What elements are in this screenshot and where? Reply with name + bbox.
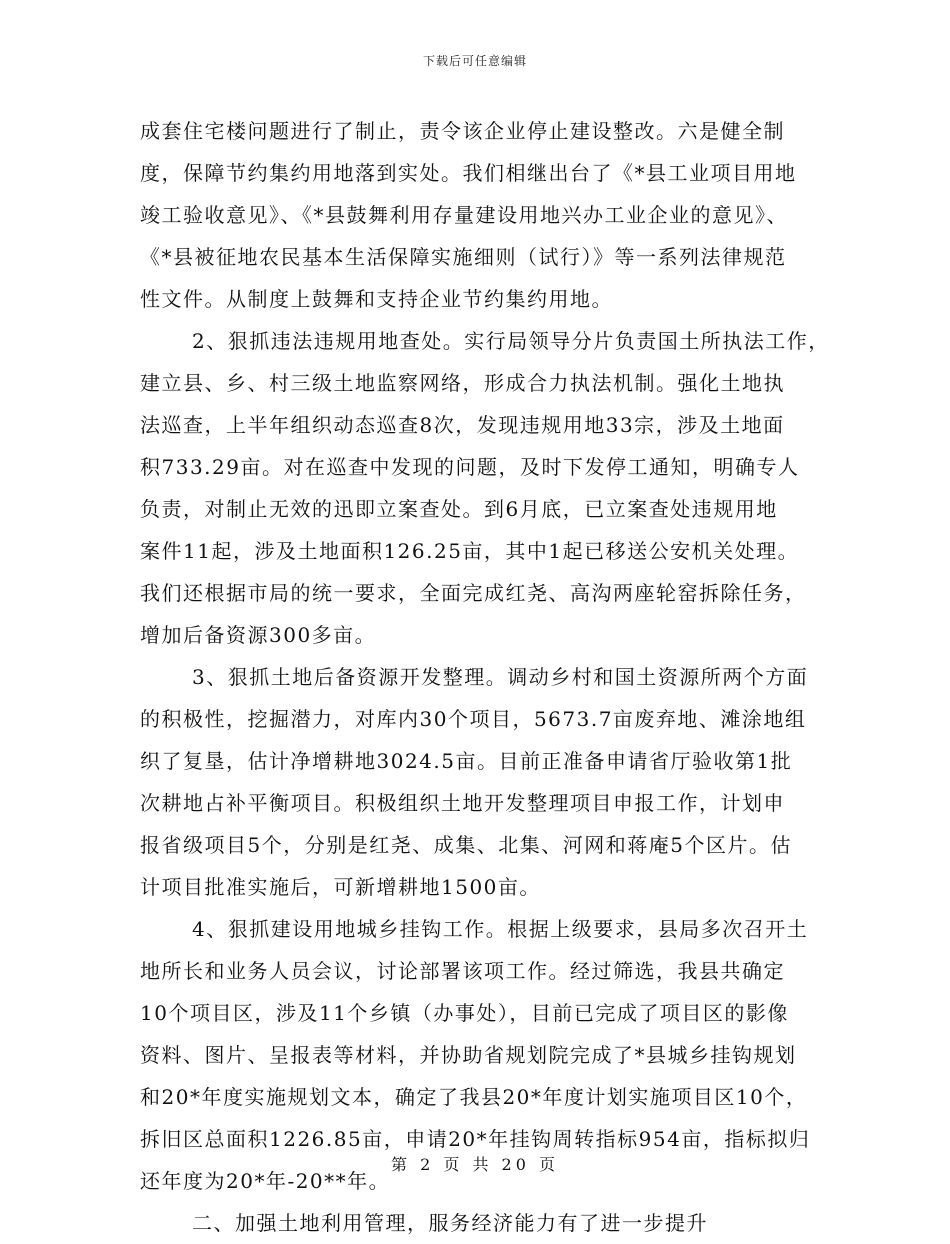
text-line: 计项目批准实施后，可新增耕地1500亩。 <box>140 875 541 899</box>
text-line: 的积极性，挖掘潜力，对库内30个项目，5673.7亩废弃地、滩涂地组 <box>140 707 807 731</box>
text-line: 次耕地占补平衡项目。积极组织土地开发整理项目申报工作，计划申 <box>140 791 785 815</box>
section-heading: 二、加强土地利用管理，服务经济能力有了进一步提升 <box>192 1211 708 1235</box>
text-line: 报省级项目5个，分别是红尧、成集、北集、河网和蒋庵5个区片。估 <box>140 833 792 857</box>
text-line: 地所长和业务人员会议，讨论部署该项工作。经过筛选，我县共确定 <box>140 959 785 983</box>
text-line: 案件11起，涉及土地面积126.25亩，其中1起已移送公安机关处理。 <box>140 539 800 563</box>
paragraph-start: 3、狠抓土地后备资源开发整理。调动乡村和国土资源所两个方面 <box>192 665 809 689</box>
text-line: 增加后备资源300多亩。 <box>140 623 377 647</box>
text-line: 资料、图片、呈报表等材料，并协助省规划院完成了*县城乡挂钩规划 <box>140 1043 797 1067</box>
text-line: 成套住宅楼问题进行了制止，责令该企业停止建设整改。六是健全制 <box>140 119 785 143</box>
text-line: 我们还根据市局的统一要求，全面完成红尧、高沟两座轮窑拆除任务， <box>140 581 807 605</box>
text-line: 和20*年度实施规划文本，确定了我县20*年度计划实施项目区10个， <box>140 1085 808 1109</box>
text-line: 负责，对制止无效的迅即立案查处。到6月底，已立案查处违规用地 <box>140 497 778 521</box>
text-line: 还年度为20*年-20**年。 <box>140 1169 391 1193</box>
text-line: 度，保障节约集约用地落到实处。我们相继出台了《*县工业项目用地 <box>140 161 797 185</box>
document-body <box>140 110 830 1244</box>
text-line: 建立县、乡、村三级土地监察网络，形成合力执法机制。强化土地执 <box>140 371 785 395</box>
paragraph-start: 2、狠抓违法违规用地查处。实行局领导分片负责国土所执法工作， <box>192 329 830 353</box>
paragraph-start: 4、狠抓建设用地城乡挂钩工作。根据上级要求，县局多次召开土 <box>192 917 809 941</box>
text-line: 性文件。从制度上鼓舞和支持企业节约集约用地。 <box>140 287 613 311</box>
text-line: 竣工验收意见》、《*县鼓舞利用存量建设用地兴办工业企业的意见》、 <box>140 203 788 227</box>
text-line: 10个项目区，涉及11个乡镇（办事处），目前已完成了项目区的影像 <box>140 1001 789 1025</box>
page-header: 下载后可任意编辑 <box>422 54 527 68</box>
text-line: 《*县被征地农民基本生活保障实施细则（试行）》等一系列法律规范 <box>140 245 787 269</box>
text-line: 织了复垦，估计净增耕地3024.5亩。目前正准备申请省厅验收第1批 <box>140 749 793 773</box>
page-number: 第 2 页 共 20 页 <box>391 1155 559 1174</box>
text-line: 积733.29亩。对在巡查中发现的问题，及时下发停工通知，明确专人 <box>140 455 800 479</box>
text-line: 法巡查，上半年组织动态巡查8次，发现违规用地33宗，涉及土地面 <box>140 413 785 437</box>
text-line: 拆旧区总面积1226.85亩，申请20*年挂钩周转指标954亩，指标拟归 <box>140 1127 811 1151</box>
